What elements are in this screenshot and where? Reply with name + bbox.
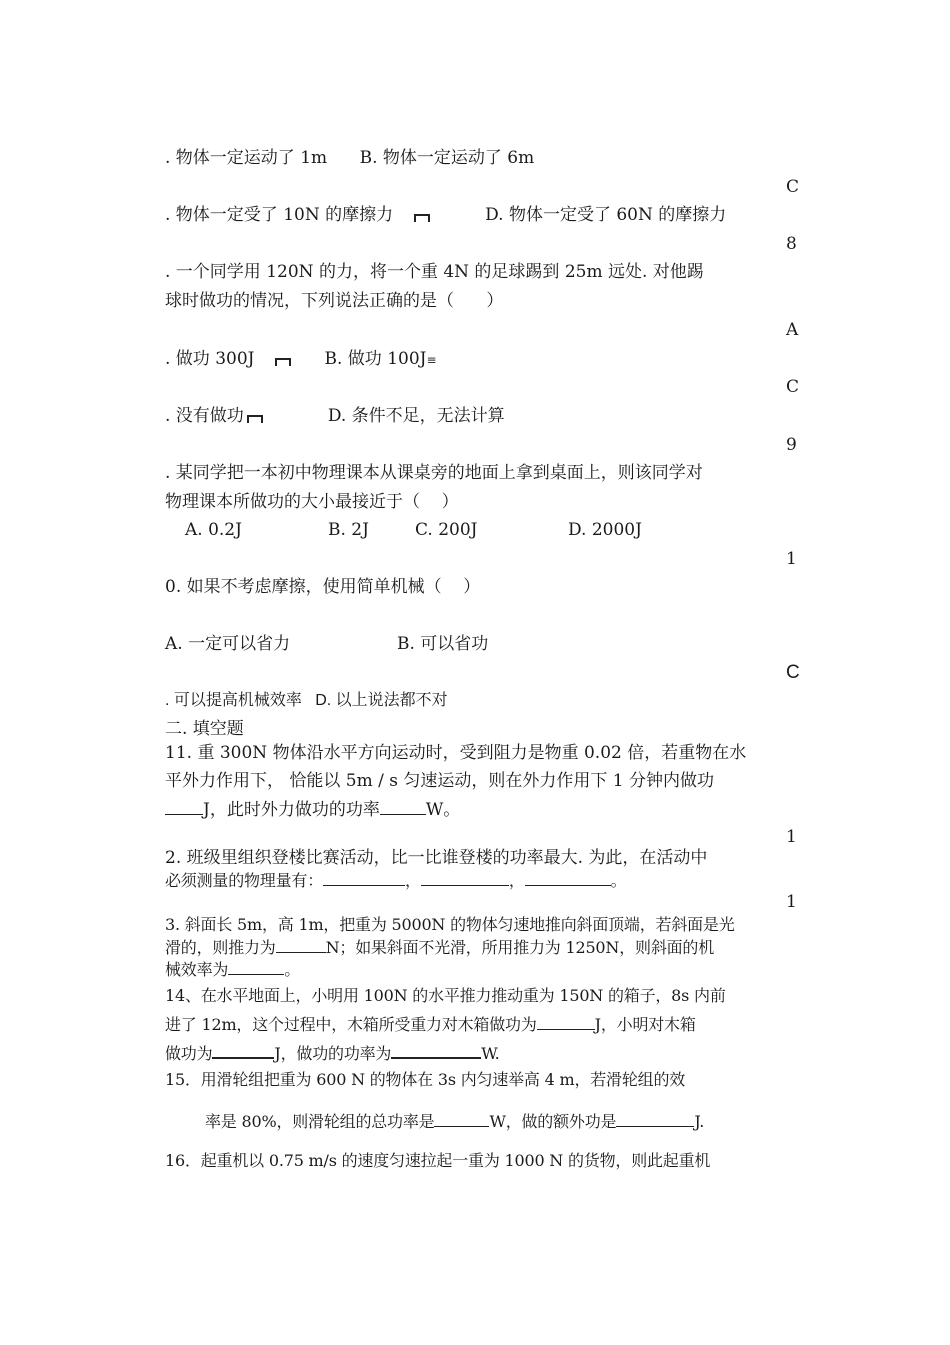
q13-line1: 3. 斜面长 5m，高 1m，把重为 5000N 的物体匀速地推向斜面顶端，若斜面是光 xyxy=(165,915,735,934)
margin-a: A xyxy=(786,320,799,340)
bracket-icon xyxy=(244,410,266,424)
answer-blank[interactable] xyxy=(434,1110,489,1127)
q12-line1: 2. 班级里组织登楼比赛活动，比一比谁登楼的功率最大. 为此，在活动中 xyxy=(165,848,708,868)
bracket-icon xyxy=(411,209,433,223)
margin-1: 1 xyxy=(786,549,797,569)
answer-blank[interactable] xyxy=(380,798,426,815)
q8-stem-line2: 球时做功的情况，下列说法正确的是（ ） xyxy=(165,291,504,311)
q9-option-d: D. 2000J xyxy=(568,520,642,540)
q10-stem: 0. 如果不考虑摩擦，使用简单机械（ ） xyxy=(165,577,481,597)
q14-line1: 14、在水平地面上，小明用 100N 的水平推力推动重为 150N 的箱子，8s 内前 xyxy=(165,986,726,1005)
q14-line2: 进了 12m，这个过程中，木箱所受重力对木箱做功为 J，小明对木箱 xyxy=(165,1015,696,1034)
q9-stem-line1: . 某同学把一本初中物理课本从课桌旁的地面上拿到桌面上，则该同学对 xyxy=(165,463,703,483)
q11-line3: J，此时外力做功的功率 W。 xyxy=(165,798,460,821)
answer-blank[interactable] xyxy=(276,936,326,953)
q8-option-d: D. 条件不足，无法计算 xyxy=(327,406,505,426)
answer-blank[interactable] xyxy=(616,1110,694,1127)
margin-c: C xyxy=(786,377,800,397)
q14-line3: 做功为 J，做功的功率为 W. xyxy=(165,1041,500,1065)
q9-options xyxy=(165,519,642,541)
q10-options-ab xyxy=(165,633,488,655)
q7-option-c: . 物体一定受了 10N 的摩擦力 xyxy=(165,205,394,225)
q13-line3: 械效率为 。 xyxy=(165,960,301,979)
answer-blank[interactable] xyxy=(421,869,509,886)
q8-options-cd xyxy=(165,405,505,427)
section-fill-in-title: 二. 填空题 xyxy=(165,719,244,739)
margin-c: C xyxy=(786,177,800,197)
margin-1: 1 xyxy=(786,827,797,847)
q9-option-c: C. 200J xyxy=(415,520,478,540)
q10-option-a: A. 一定可以省力 xyxy=(165,634,291,654)
q8-option-b: B. 做功 100J xyxy=(324,349,427,369)
q15-line2: 率是 80%，则滑轮组的总功率是 W，做的额外功是 J. xyxy=(205,1112,705,1131)
margin-1: 1 xyxy=(786,892,797,912)
q15-line1: 15．用滑轮组把重为 600 N 的物体在 3s 内匀速举高 4 m，若滑轮组的效 xyxy=(165,1070,686,1089)
answer-blank[interactable] xyxy=(323,869,405,886)
answer-blank[interactable] xyxy=(391,1041,481,1059)
q8-stem-line1: . 一个同学用 120N 的力，将一个重 4N 的足球踢到 25m 远处. 对他踢 xyxy=(165,262,704,282)
q7-option-d: D. 物体一定受了 60N 的摩擦力 xyxy=(485,205,727,225)
q9-stem-line2: 物理课本所做功的大小最接近于（ ） xyxy=(165,492,459,512)
q7-options-ab: . 物体一定运动了 1m B. 物体一定运动了 6m xyxy=(165,148,535,168)
q13-line2: 滑的，则推力为 N；如果斜面不光滑，所用推力为 1250N，则斜面的机 xyxy=(165,938,715,957)
bracket-icon xyxy=(272,353,294,367)
q9-option-a: A. 0.2J xyxy=(185,520,242,540)
q8-options-ab xyxy=(165,348,437,371)
q10-option-b: B. 可以省功 xyxy=(397,634,489,654)
q12-line2: 必须测量的物理量有： ， ， 。 xyxy=(165,871,627,890)
q7-options-cd xyxy=(165,204,726,226)
q9-option-b: B. 2J xyxy=(328,520,369,540)
answer-blank[interactable] xyxy=(525,869,611,886)
answer-blank[interactable] xyxy=(537,1013,595,1030)
margin-c: C xyxy=(786,662,800,683)
equiv-glyph-icon: ≡ xyxy=(426,353,437,367)
margin-8: 8 xyxy=(786,234,797,254)
q11-line2: 平外力作用下， 恰能以 5m / s 匀速运动，则在外力作用下 1 分钟内做功 xyxy=(165,771,715,791)
q8-option-c: . 没有做功 xyxy=(165,406,244,426)
answer-blank[interactable] xyxy=(212,1041,274,1059)
q11-line1: 11. 重 300N 物体沿水平方向运动时，受到阻力是物重 0.02 倍，若重物在水 xyxy=(165,743,747,763)
q16-line1: 16．起重机以 0.75 m/s 的速度匀速拉起一重为 1000 N 的货物，则此起重机 xyxy=(165,1151,711,1170)
q8-option-a: . 做功 300J xyxy=(165,349,255,369)
margin-9: 9 xyxy=(786,435,797,455)
answer-blank[interactable] xyxy=(165,798,203,815)
answer-blank[interactable] xyxy=(228,958,284,975)
q10-options-cd: . 可以提高机械效率 D. 以上说法都不对 xyxy=(165,692,448,709)
